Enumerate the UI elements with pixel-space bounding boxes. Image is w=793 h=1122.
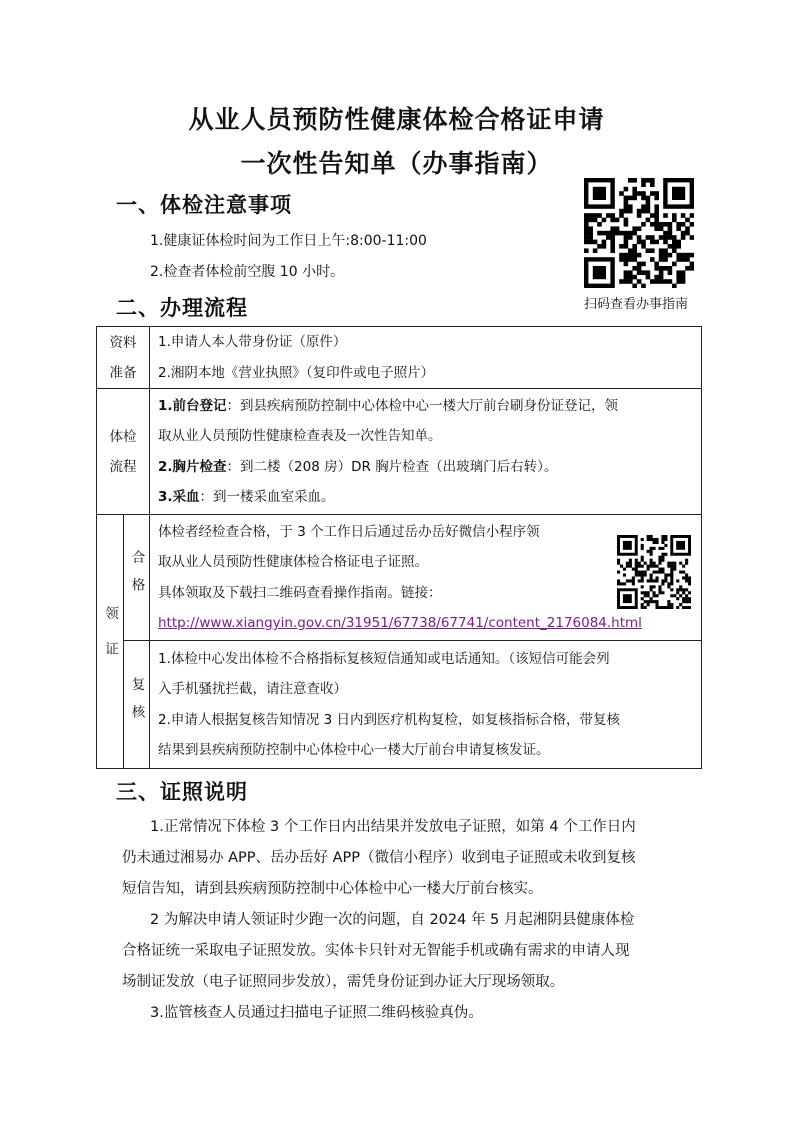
recheck-content: [150, 641, 702, 769]
section2-heading: 二、办理流程: [116, 296, 248, 320]
process-step-2: 2.胸片检查：到二楼（208 房）DR 胸片检查（出玻璃门后右转）。: [158, 458, 558, 475]
cert-para-1: 1.正常情况下体检 3 个工作日内出结果并发放电子证照，如第 4 个工作日内: [150, 819, 636, 835]
process-label: 体检 流程: [97, 389, 150, 515]
notice-item-2: 2.检查者体检前空腹 10 小时。: [150, 264, 345, 280]
recheck-line-2: 入手机骚扰拦截，请注意查收）: [158, 681, 347, 697]
process-step-3: 3.采血：到一楼采血室采血。: [158, 489, 335, 505]
process-step-1: 1.前台登记：到县疾病预防控制中心体检中心一楼大厅前台刷身份证登记，领: [158, 397, 619, 414]
section1-heading: 一、体检注意事项: [116, 193, 292, 217]
materials-label: 资料 准备: [97, 327, 150, 389]
recheck-line-3: 2.申请人根据复核告知情况 3 日内到医疗机构复检，如复核指标合格，带复核: [158, 711, 621, 728]
qualified-line-1: 体检者经检查合格，于 3 个工作日后通过岳办岳好微信小程序领: [158, 523, 540, 540]
process-content: [150, 389, 702, 515]
process-table: [96, 326, 702, 769]
qr-code-icon[interactable]: [617, 535, 691, 609]
qr-caption: 扫码查看办事指南: [584, 297, 689, 312]
cert-para-1-cont: 仍未通过湘易办 APP、岳办岳好 APP（微信小程序）收到电子证照或未收到复核: [122, 850, 636, 866]
cert-para-2-end: 场制证发放（电子证照同步发放），需凭身份证到办证大厅现场领取。: [122, 974, 565, 990]
cert-para-1-end: 短信告知，请到县疾病预防控制中心体检中心一楼大厅前台核实。: [122, 881, 543, 897]
qualified-line-3: 具体领取及下载扫二维码查看操作指南。链接：: [158, 584, 442, 601]
cert-para-2-cont: 合格证统一采取电子证照发放。实体卡只针对无智能手机或确有需求的申请人现: [122, 943, 630, 959]
section3-heading: 三、证照说明: [116, 780, 248, 804]
materials-line-2: 2.湘阴本地《营业执照》（复印件或电子照片）: [158, 364, 435, 381]
collect-label: 领证: [97, 515, 124, 769]
cert-para-3: 3.监管核查人员通过扫描电子证照二维码核验真伪。: [150, 1005, 483, 1021]
page-title-line2: 一次性告知单（办事指南）: [240, 149, 553, 178]
notice-item-1: 1.健康证体检时间为工作日上午:8:00-11:00: [150, 233, 427, 249]
qualified-label: 合格: [124, 515, 150, 641]
cert-para-2: 2 为解决申请人领证时少跑一次的问题，自 2024 年 5 月起湘阴县健康体检: [150, 912, 635, 928]
guide-link[interactable]: http://www.xiangyin.gov.cn/31951/67738/67741/content_2176084.html: [158, 615, 642, 631]
process-step-1-cont: 取从业人员预防性健康检查表及一次性告知单。: [158, 428, 442, 444]
materials-line-1: 1.申请人本人带身份证（原件）: [158, 334, 347, 350]
recheck-line-4: 结果到县疾病预防控制中心体检中心一楼大厅前台申请复核发证。: [158, 742, 550, 758]
materials-content: [150, 327, 702, 389]
page-title-line1: 从业人员预防性健康体检合格证申请: [188, 105, 605, 134]
qualified-line-2: 取从业人员预防性健康体检合格证电子证照。: [158, 554, 428, 570]
qualified-content: [150, 515, 702, 641]
qr-code-icon[interactable]: [584, 178, 694, 288]
recheck-line-1: 1.体检中心发出体检不合格指标复核短信通知或电话通知。（该短信可能会列: [158, 650, 610, 667]
recheck-label: 复核: [124, 641, 150, 769]
